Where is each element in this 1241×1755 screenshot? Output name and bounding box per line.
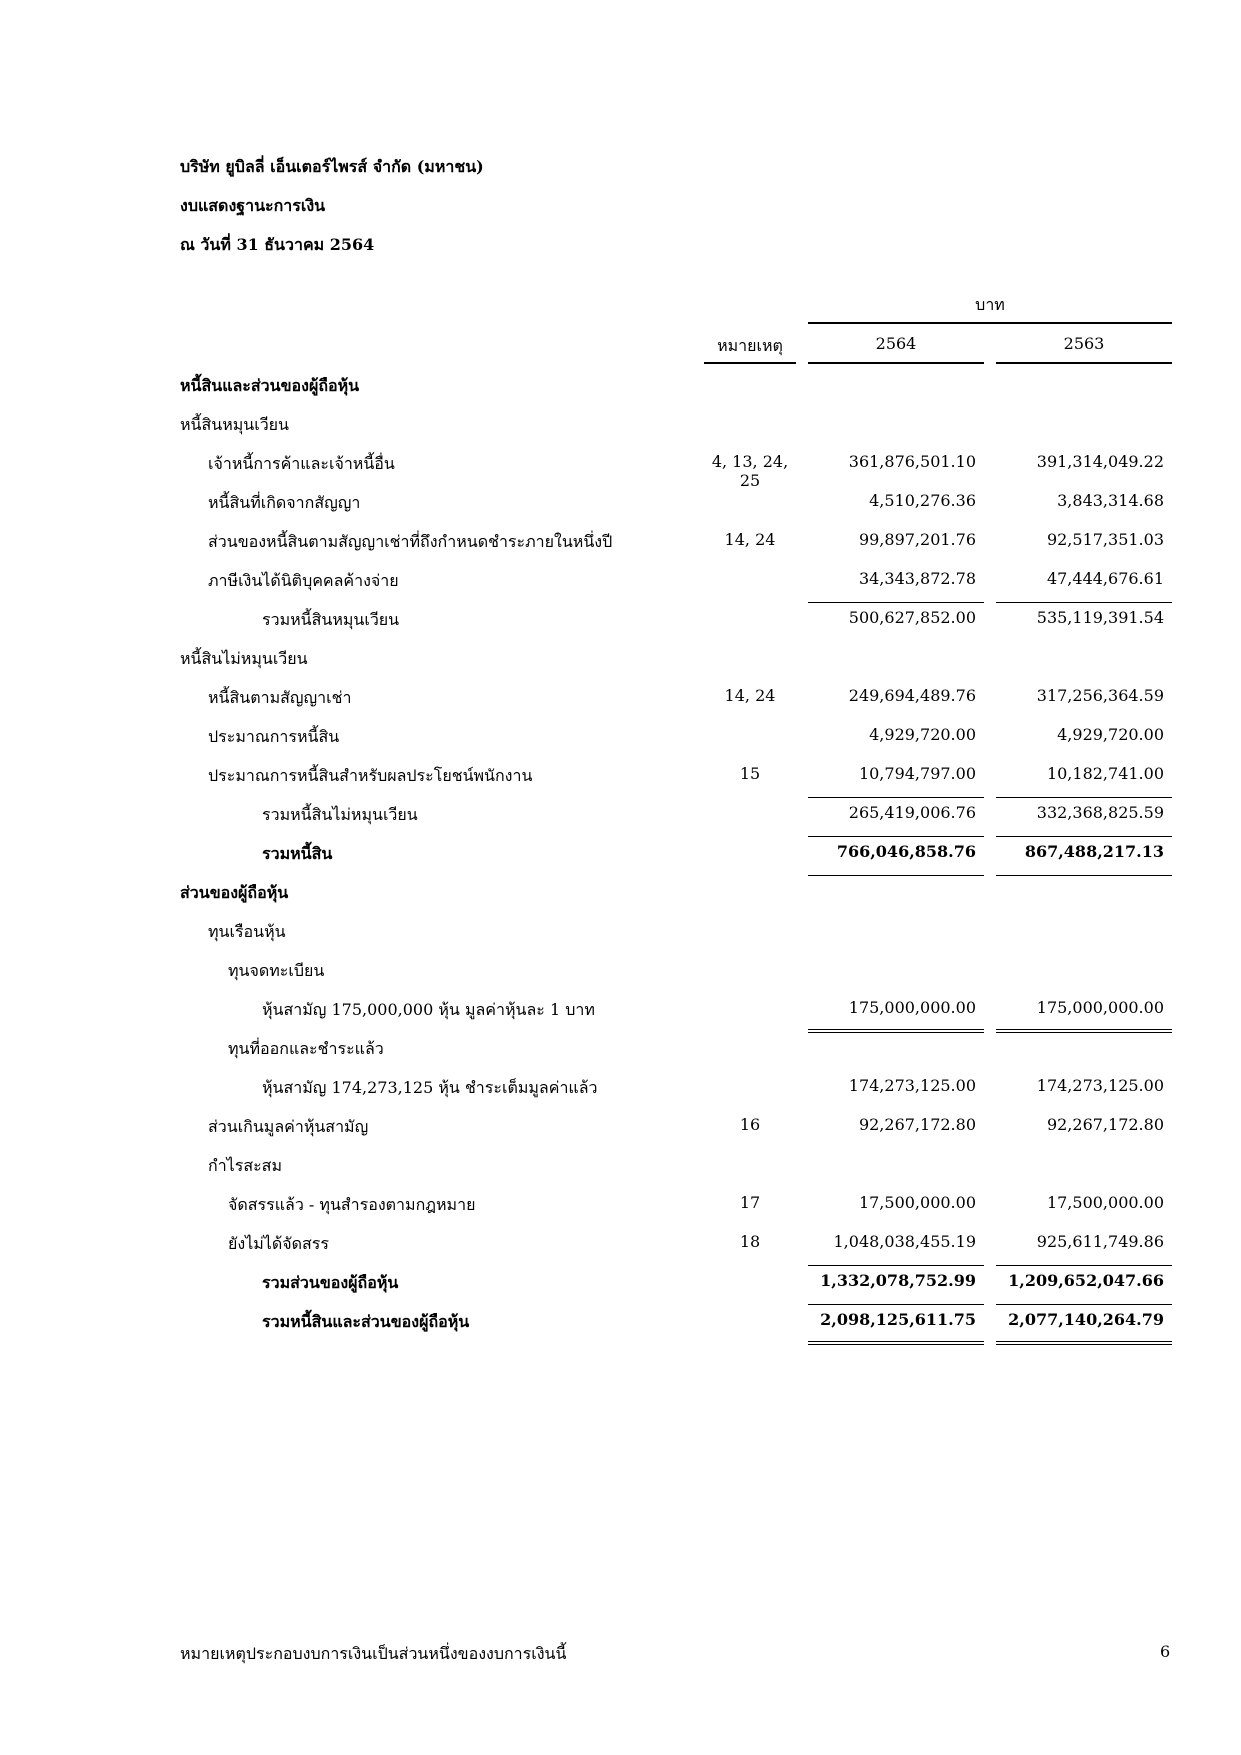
balance-sheet-table bbox=[0, 370, 1241, 1345]
year-2564-column-header: 2564 bbox=[875, 334, 917, 353]
row-value-2564: 99,897,201.76 bbox=[858, 530, 976, 549]
table-row bbox=[0, 1267, 1241, 1306]
row-value-2564: 361,876,501.10 bbox=[848, 452, 976, 471]
row-value-2564: 10,794,797.00 bbox=[858, 764, 976, 783]
row-label: ประมาณการหนี้สิน bbox=[208, 727, 340, 746]
subtotal-rule bbox=[996, 836, 1172, 837]
column-header-underline bbox=[808, 362, 984, 364]
row-note: 4, 13, 24, 25 bbox=[711, 452, 789, 490]
row-value-2564: 265,419,006.76 bbox=[848, 803, 976, 822]
row-value-2563: 317,256,364.59 bbox=[1036, 686, 1164, 705]
statement-title: งบแสดงฐานะการเงิน bbox=[180, 196, 326, 215]
table-row bbox=[0, 760, 1241, 799]
table-row bbox=[0, 1150, 1241, 1189]
row-label: ทุนเรือนหุ้น bbox=[208, 922, 286, 941]
table-row bbox=[0, 1033, 1241, 1072]
row-label: รวมหนี้สินหมุนเวียน bbox=[262, 610, 400, 629]
row-value-2564: 1,048,038,455.19 bbox=[833, 1232, 976, 1251]
row-value-2563: 4,929,720.00 bbox=[1057, 725, 1164, 744]
row-label: รวมหนี้สินไม่หมุนเวียน bbox=[262, 805, 418, 824]
table-row bbox=[0, 994, 1241, 1033]
currency-unit: บาท bbox=[975, 295, 1005, 314]
row-value-2563: 867,488,217.13 bbox=[1024, 842, 1164, 861]
row-value-2564: 92,267,172.80 bbox=[858, 1115, 976, 1134]
row-value-2563: 10,182,741.00 bbox=[1046, 764, 1164, 783]
row-value-2563: 92,267,172.80 bbox=[1046, 1115, 1164, 1134]
table-row bbox=[0, 526, 1241, 565]
table-row bbox=[0, 1072, 1241, 1111]
row-label: หนี้สินไม่หมุนเวียน bbox=[180, 649, 308, 668]
row-label: หนี้สินและส่วนของผู้ถือหุ้น bbox=[180, 376, 360, 395]
row-label: ทุนที่ออกและชำระแล้ว bbox=[228, 1039, 384, 1058]
row-note: 14, 24 bbox=[724, 686, 776, 705]
row-value-2563: 1,209,652,047.66 bbox=[1008, 1271, 1164, 1290]
footer-note: หมายเหตุประกอบงบการเงินเป็นส่วนหนึ่งของงบการเงินนี้ bbox=[180, 1644, 567, 1663]
statement-header bbox=[180, 155, 484, 272]
table-row bbox=[0, 487, 1241, 526]
row-label: หุ้นสามัญ 175,000,000 หุ้น มูลค่าหุ้นละ 1 บาท bbox=[262, 1000, 595, 1019]
row-note: 18 bbox=[739, 1232, 761, 1251]
year-2563-column-header: 2563 bbox=[1063, 334, 1105, 353]
row-value-2564: 249,694,489.76 bbox=[848, 686, 976, 705]
table-row bbox=[0, 604, 1241, 643]
row-value-2563: 925,611,749.86 bbox=[1036, 1232, 1164, 1251]
row-value-2563: 174,273,125.00 bbox=[1036, 1076, 1164, 1095]
row-value-2564: 500,627,852.00 bbox=[848, 608, 976, 627]
table-row bbox=[0, 1189, 1241, 1228]
row-note: 16 bbox=[739, 1115, 761, 1134]
row-value-2564: 34,343,872.78 bbox=[858, 569, 976, 588]
row-label: ทุนจดทะเบียน bbox=[228, 961, 325, 980]
subtotal-rule bbox=[808, 836, 984, 837]
row-value-2564: 4,510,276.36 bbox=[869, 491, 976, 510]
row-label: รวมส่วนของผู้ถือหุ้น bbox=[262, 1273, 399, 1292]
row-note: 14, 24 bbox=[724, 530, 776, 549]
row-value-2564: 175,000,000.00 bbox=[848, 998, 976, 1017]
double-rule bbox=[808, 1341, 984, 1345]
subtotal-rule bbox=[808, 602, 984, 603]
row-label: จัดสรรแล้ว - ทุนสำรองตามกฎหมาย bbox=[228, 1195, 476, 1214]
row-label: หนี้สินหมุนเวียน bbox=[180, 415, 289, 434]
row-label: ส่วนเกินมูลค่าหุ้นสามัญ bbox=[208, 1117, 369, 1136]
row-note: 15 bbox=[739, 764, 761, 783]
table-row bbox=[0, 955, 1241, 994]
company-name: บริษัท ยูบิลลี่ เอ็นเตอร์ไพรส์ จำกัด (มหาชน) bbox=[180, 157, 484, 176]
note-column-header: หมายเหตุ bbox=[717, 336, 783, 355]
table-row bbox=[0, 409, 1241, 448]
row-value-2564: 2,098,125,611.75 bbox=[820, 1310, 976, 1329]
total-rule bbox=[996, 1304, 1172, 1305]
table-row bbox=[0, 916, 1241, 955]
row-label: รวมหนี้สินและส่วนของผู้ถือหุ้น bbox=[262, 1312, 470, 1331]
table-row bbox=[0, 721, 1241, 760]
row-note: 17 bbox=[739, 1193, 761, 1212]
row-value-2563: 2,077,140,264.79 bbox=[1008, 1310, 1164, 1329]
total-rule bbox=[808, 1304, 984, 1305]
table-row bbox=[0, 448, 1241, 490]
row-value-2564: 174,273,125.00 bbox=[848, 1076, 976, 1095]
row-value-2564: 4,929,720.00 bbox=[869, 725, 976, 744]
table-row bbox=[0, 643, 1241, 682]
column-header-underline bbox=[704, 362, 796, 364]
row-label: ประมาณการหนี้สินสำหรับผลประโยชน์พนักงาน bbox=[208, 766, 533, 785]
row-value-2564: 766,046,858.76 bbox=[836, 842, 976, 861]
page-number: 6 bbox=[1160, 1642, 1171, 1661]
row-label: หนี้สินที่เกิดจากสัญญา bbox=[208, 493, 361, 512]
double-rule bbox=[996, 1341, 1172, 1345]
subtotal-rule bbox=[808, 797, 984, 798]
column-header-underline bbox=[996, 362, 1172, 364]
unit-underline bbox=[808, 322, 1172, 324]
row-label: ส่วนของผู้ถือหุ้น bbox=[180, 883, 289, 902]
row-value-2563: 3,843,314.68 bbox=[1057, 491, 1164, 510]
row-value-2563: 17,500,000.00 bbox=[1046, 1193, 1164, 1212]
table-row bbox=[0, 370, 1241, 409]
row-label: หนี้สินตามสัญญาเช่า bbox=[208, 688, 352, 707]
total-rule bbox=[996, 875, 1172, 876]
row-value-2563: 175,000,000.00 bbox=[1036, 998, 1164, 1017]
table-row bbox=[0, 1111, 1241, 1150]
row-label: เจ้าหนี้การค้าและเจ้าหนี้อื่น bbox=[208, 454, 395, 473]
row-value-2563: 92,517,351.03 bbox=[1046, 530, 1164, 549]
subtotal-rule bbox=[996, 797, 1172, 798]
table-row bbox=[0, 799, 1241, 838]
subtotal-rule bbox=[996, 1265, 1172, 1266]
table-row bbox=[0, 1306, 1241, 1345]
row-value-2564: 1,332,078,752.99 bbox=[820, 1271, 976, 1290]
table-row bbox=[0, 682, 1241, 721]
row-value-2563: 535,119,391.54 bbox=[1036, 608, 1164, 627]
table-row bbox=[0, 838, 1241, 877]
subtotal-rule bbox=[996, 602, 1172, 603]
table-row bbox=[0, 877, 1241, 916]
row-label: ส่วนของหนี้สินตามสัญญาเช่าที่ถึงกำหนดชำระภายในหนึ่งปี bbox=[208, 532, 613, 551]
row-label: รวมหนี้สิน bbox=[262, 844, 333, 863]
subtotal-rule bbox=[808, 1265, 984, 1266]
row-label: ภาษีเงินได้นิติบุคคลค้างจ่าย bbox=[208, 571, 399, 590]
row-value-2564: 17,500,000.00 bbox=[858, 1193, 976, 1212]
row-label: ยังไม่ได้จัดสรร bbox=[228, 1234, 329, 1253]
statement-date: ณ วันที่ 31 ธันวาคม 2564 bbox=[180, 235, 375, 254]
row-value-2563: 391,314,049.22 bbox=[1036, 452, 1164, 471]
row-label: กำไรสะสม bbox=[208, 1156, 282, 1175]
total-rule bbox=[808, 875, 984, 876]
row-value-2563: 332,368,825.59 bbox=[1036, 803, 1164, 822]
row-value-2563: 47,444,676.61 bbox=[1046, 569, 1164, 588]
row-label: หุ้นสามัญ 174,273,125 หุ้น ชำระเต็มมูลค่าแล้ว bbox=[262, 1078, 598, 1097]
table-row bbox=[0, 1228, 1241, 1267]
table-row bbox=[0, 565, 1241, 604]
